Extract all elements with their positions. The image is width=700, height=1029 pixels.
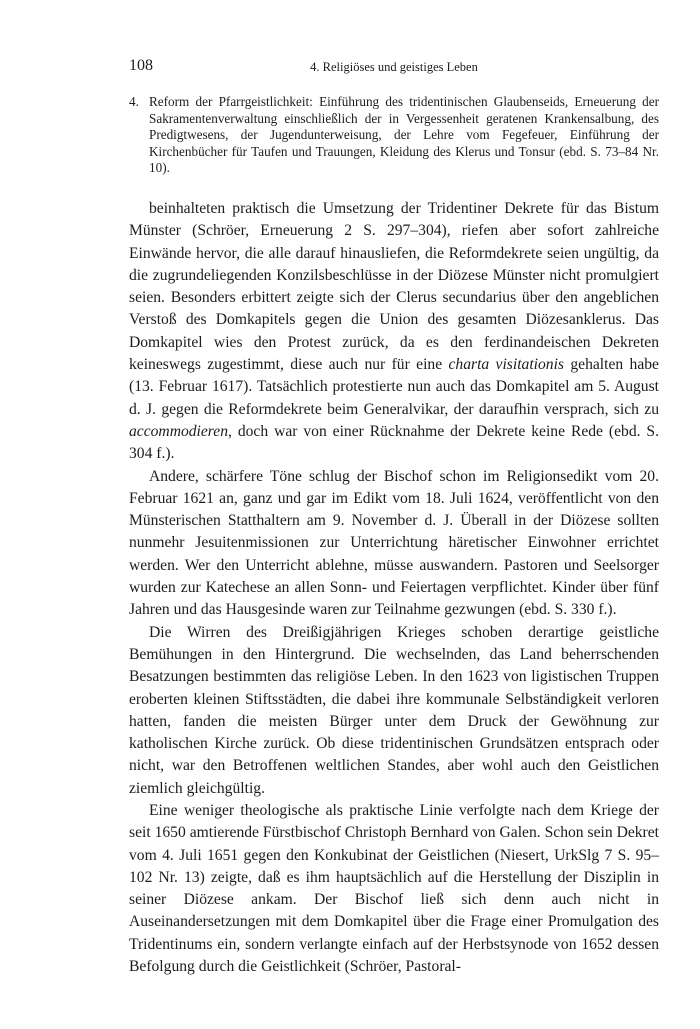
paragraph: Andere, schärfere Töne schlug der Bischof schon im Religionsedikt vom 20. Februar 1621 an, ganz und gar im Edikt vom 18. Juli 1624, veröffentlicht von den Münsterischen Statthaltern am 9. November d. J. Überall in der Diözese sollten nunmehr Jesuitenmissionen zur Unterrichtung häretischer Einwohner errichtet werden. Wer den Unterricht ablehne, müsse auswandern. Pastoren und Seelsorger wurden zur Katechese an allen Sonn- und Feiertagen verpflichtet. Kinder über fünf Jahren und das Hausgesinde waren zur Teilnahme gezwungen (ebd. S. 330 f.). [129, 467, 659, 619]
numbered-list-item [129, 94, 659, 177]
list-item-number: 4. [129, 94, 139, 109]
list-item-text: Reform der Pfarrgeistlichkeit: Einführung des tridentinischen Glaubenseids, Erneuerung der Sakramentenverwaltung einschließlich der in Vergessenheit geratenen Krankensalbung, des Predigtwesens, der Jugendunterweisung, der Lehre vom Fegefeuer, Einführung der Kirchenbücher für Taufen und Trauungen, Kleidung des Klerus und Tonsur (ebd. S. 73–84 Nr. 10). [149, 94, 659, 176]
text-run: gehalten habe (13. Februar 1617). Tatsächlich protestierte nun auch das Domkapitel am 5. August d. J. gegen die Reformdekrete beim Generalvikar, der daraufhin versprach, sich zu [129, 356, 659, 418]
italic-term: charta visitationis [448, 356, 564, 374]
text-run: , doch war von einer Rücknahme der Dekrete keine Rede (ebd. S. 304 f.). [129, 422, 659, 463]
paragraph [129, 198, 659, 466]
page-header [129, 56, 659, 80]
book-page [129, 56, 659, 978]
paragraph: Die Wirren des Dreißigjährigen Krieges schoben derartige geistliche Bemühungen in den Hintergrund. Die wechselnden, das Land beherrschenden Besatzungen bestimmten das religiöse Leben. In den 1623 von ligistischen Truppen eroberten kleinen Stiftsstädten, die dabei ihre kommunale Selbständigkeit verloren hatten, fanden die meisten Bürger unter dem Druck der Gewöhnung zur katholischen Kirche zurück. Ob diese tridentinischen Grundsätzen entsprach oder nicht, war den Betroffenen weltlichen Standes, aber wohl auch den Geistlichen ziemlich gleichgültig. [129, 623, 659, 797]
page-number: 108 [129, 57, 153, 74]
text-run: beinhalteten praktisch die Umsetzung der Tridentiner Dekrete für das Bistum Münster (Schröer, Erneuerung 2 S. 297–304), riefen aber sofort zahlreiche Einwände hervor, die alle darauf hinausliefen, die Reformdekrete seien ungültig, da die zugrundeliegenden Konzilsbeschlüsse in der Diözese Münster nicht promulgiert seien. Besonders erbittert zeigte sich der Clerus secundarius über den angeblichen Verstoß des Domkapitels gegen die Union des gesamten Diözesanklerus. Das Domkapitel wies den Protest zurück, da es den ferdinandeischen Dekreten keineswegs zugestimmt, diese auch nur für eine [129, 199, 659, 374]
paragraph: Eine weniger theologische als praktische Linie verfolgte nach dem Kriege der seit 1650 amtierende Fürstbischof Christoph Bernhard von Galen. Schon sein Dekret vom 4. Juli 1651 gegen den Konkubinat der Geistlichen (Niesert, UrkSlg 7 S. 95–102 Nr. 13) zeigte, daß es ihm hauptsächlich auf die Herstellung der Disziplin in seiner Diözese ankam. Der Bischof ließ sich denn auch nicht in Auseinandersetzungen mit dem Domkapitel über die Frage einer Promulgation des Tridentinums ein, sondern verlangte einfach auf der Herbstsynode von 1652 dessen Befolgung durch die Geistlichkeit (Schröer, Pastoral- [129, 801, 659, 976]
italic-term: accommodieren [129, 422, 229, 440]
body-text [129, 198, 659, 978]
running-head: 4. Religiöses und geistiges Leben [310, 60, 478, 74]
